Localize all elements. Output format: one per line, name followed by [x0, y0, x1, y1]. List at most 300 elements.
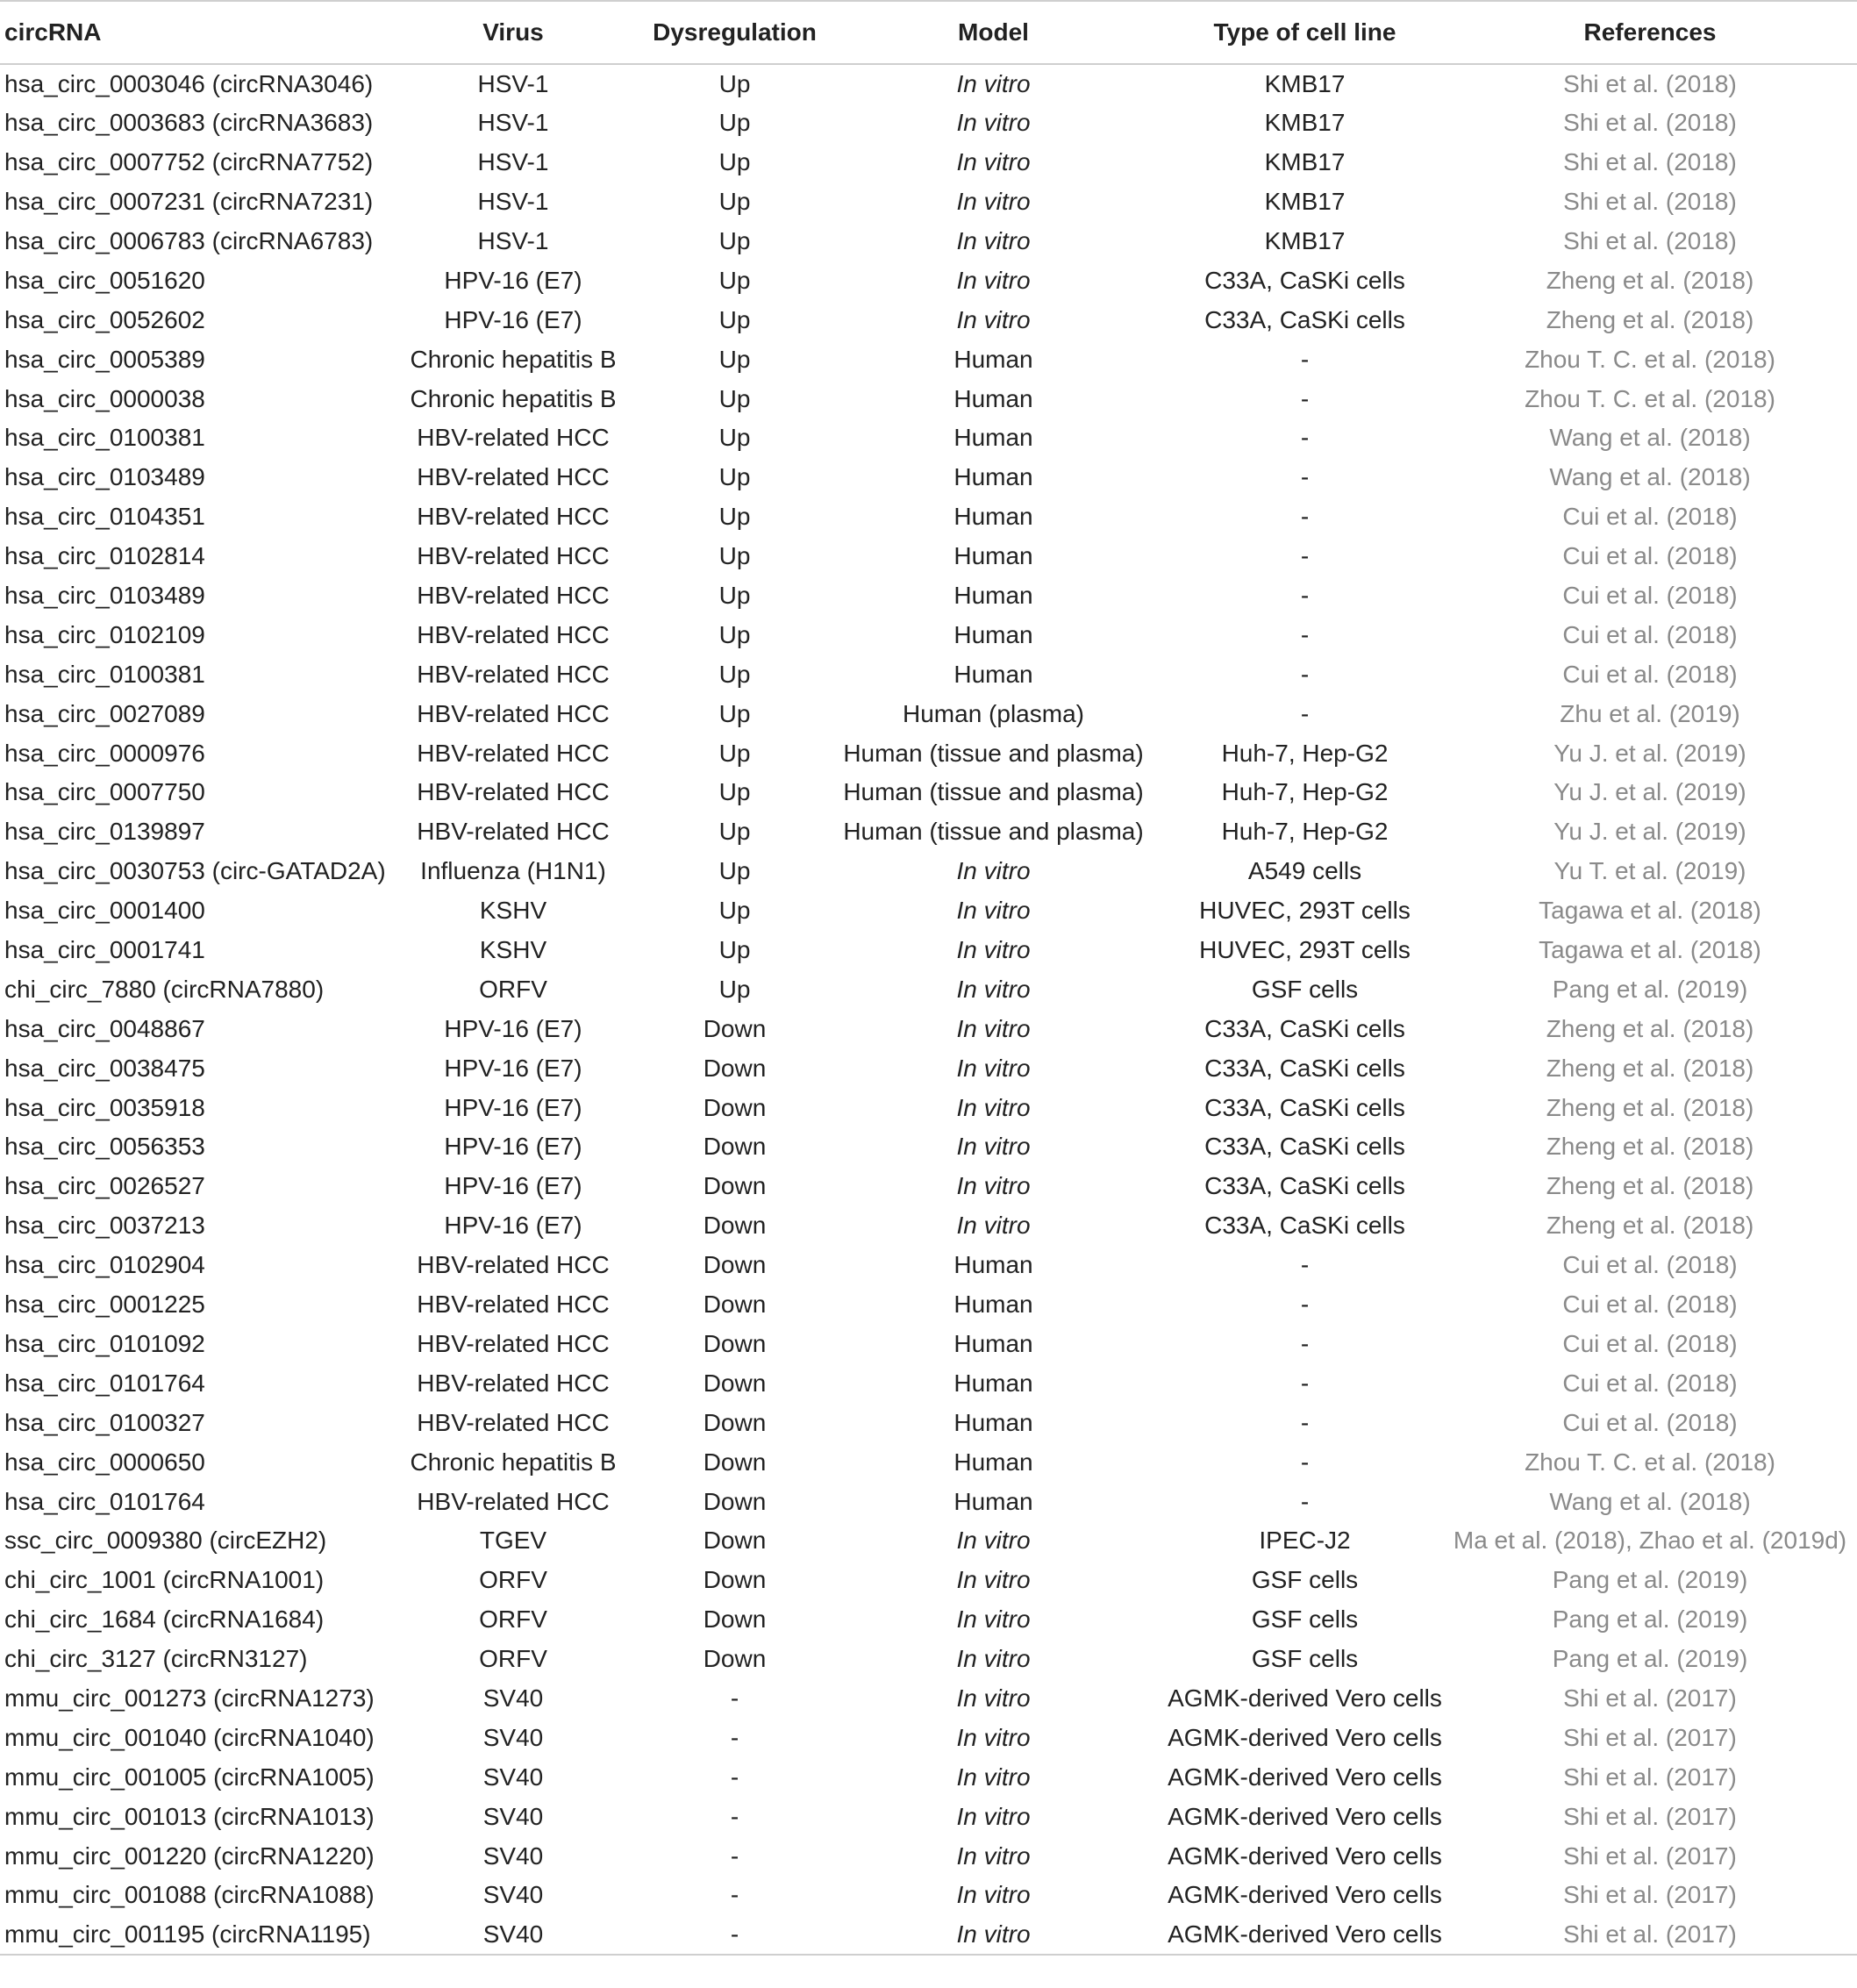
- cell-circrna: mmu_circ_001040 (circRNA1040): [4, 1723, 375, 1751]
- cell-references[interactable]: Cui et al. (2018): [1562, 1291, 1738, 1319]
- cell-dysregulation: Up: [718, 424, 751, 452]
- cell-references[interactable]: Zhu et al. (2019): [1560, 699, 1740, 727]
- cell-model: In vitro: [956, 936, 1031, 964]
- header-references: References: [1443, 1, 1857, 64]
- cell-dysregulation: -: [730, 1802, 739, 1830]
- cell-circrna: hsa_circ_0056353: [4, 1133, 205, 1161]
- cell-references[interactable]: Zhou T. C. et al. (2018): [1525, 345, 1775, 373]
- cell-virus: HPV-16 (E7): [444, 1014, 582, 1042]
- cell-references[interactable]: Wang et al. (2018): [1549, 424, 1751, 452]
- cell-references[interactable]: Zheng et al. (2018): [1546, 1133, 1754, 1161]
- cell-cell-line: KMB17: [1264, 227, 1346, 254]
- cell-cell-line: HUVEC, 293T cells: [1199, 936, 1411, 964]
- cell-virus: ORFV: [479, 1645, 547, 1673]
- cell-references[interactable]: Wang et al. (2018): [1549, 1487, 1751, 1515]
- cell-references[interactable]: Shi et al. (2017): [1563, 1684, 1737, 1712]
- cell-cell-line: KMB17: [1264, 109, 1346, 137]
- cell-virus: HBV-related HCC: [417, 660, 610, 688]
- cell-dysregulation: Up: [718, 109, 751, 137]
- cell-dysregulation: Up: [718, 542, 751, 570]
- cell-cell-line: -: [1300, 345, 1310, 373]
- cell-model: Human (tissue and plasma): [843, 739, 1144, 767]
- cell-model: In vitro: [956, 188, 1031, 216]
- cell-virus: SV40: [482, 1841, 544, 1870]
- cell-cell-line: C33A, CaSKi cells: [1204, 305, 1405, 333]
- cell-cell-line: -: [1300, 699, 1310, 727]
- cell-circrna: hsa_circ_0103489: [4, 582, 205, 610]
- table-row: [0, 1757, 1857, 1797]
- cell-virus: TGEV: [479, 1527, 547, 1555]
- cell-circrna: mmu_circ_001220 (circRNA1220): [4, 1841, 375, 1870]
- cell-model: In vitro: [956, 1566, 1031, 1594]
- cell-cell-line: AGMK-derived Vero cells: [1167, 1915, 1443, 1955]
- cell-circrna: hsa_circ_0030753 (circ-GATAD2A): [4, 857, 386, 885]
- cell-circrna: hsa_circ_0027089: [4, 699, 205, 727]
- cell-model: Human: [953, 1291, 1033, 1319]
- cell-virus: Influenza (H1N1): [420, 857, 606, 885]
- cell-cell-line: -: [1300, 1487, 1310, 1515]
- cell-virus: HSV-1: [477, 227, 549, 254]
- cell-dysregulation: Up: [718, 778, 751, 806]
- cell-cell-line: -: [1300, 620, 1310, 648]
- cell-dysregulation: Up: [718, 188, 751, 216]
- cell-dysregulation: Up: [718, 739, 751, 767]
- cell-virus: HBV-related HCC: [417, 620, 610, 648]
- cell-cell-line: -: [1300, 1251, 1310, 1279]
- cell-model: Human: [953, 1448, 1033, 1476]
- cell-virus: HSV-1: [477, 69, 549, 97]
- cell-circrna: chi_circ_1684 (circRNA1684): [4, 1605, 325, 1634]
- cell-virus: HBV-related HCC: [417, 699, 610, 727]
- cell-cell-line: KMB17: [1264, 188, 1346, 216]
- cell-references[interactable]: Shi et al. (2018): [1563, 69, 1737, 97]
- table-row: [0, 222, 1857, 261]
- cell-circrna: hsa_circ_0003683 (circRNA3683): [4, 109, 374, 137]
- table-row: [0, 1640, 1857, 1679]
- cell-virus: HBV-related HCC: [417, 463, 610, 491]
- cell-circrna: hsa_circ_0007752 (circRNA7752): [4, 148, 374, 176]
- cell-references[interactable]: Cui et al. (2018): [1562, 1329, 1738, 1357]
- cell-circrna: mmu_circ_001005 (circRNA1005): [4, 1763, 375, 1791]
- table-row: [0, 931, 1857, 970]
- cell-cell-line: GSF cells: [1251, 1645, 1359, 1673]
- cell-cell-line: GSF cells: [1251, 975, 1359, 1003]
- table-row: [0, 969, 1857, 1009]
- cell-cell-line: -: [1300, 1369, 1310, 1397]
- header-virus: Virus: [377, 1, 649, 64]
- cell-cell-line: C33A, CaSKi cells: [1204, 1054, 1405, 1082]
- cell-cell-line: C33A, CaSKi cells: [1204, 1172, 1405, 1200]
- table-row: [0, 812, 1857, 852]
- cell-circrna: hsa_circ_0001225: [4, 1291, 205, 1319]
- cell-references[interactable]: Zheng et al. (2018): [1546, 1054, 1754, 1082]
- cell-model: In vitro: [956, 1133, 1031, 1161]
- cell-cell-line: -: [1300, 1448, 1310, 1476]
- cell-virus: HBV-related HCC: [417, 1329, 610, 1357]
- cell-references[interactable]: Shi et al. (2018): [1563, 109, 1737, 137]
- cell-circrna: mmu_circ_001273 (circRNA1273): [4, 1684, 375, 1712]
- cell-cell-line: GSF cells: [1251, 1566, 1359, 1594]
- cell-references[interactable]: Shi et al. (2017): [1563, 1881, 1737, 1909]
- cell-model: In vitro: [956, 1014, 1031, 1042]
- table-body: [0, 64, 1857, 1955]
- cell-cell-line: -: [1300, 1291, 1310, 1319]
- cell-virus: HPV-16 (E7): [444, 1212, 582, 1240]
- table-row: [0, 1285, 1857, 1325]
- cell-circrna: hsa_circ_0101092: [4, 1329, 205, 1357]
- cell-virus: HBV-related HCC: [417, 1369, 610, 1397]
- cell-references[interactable]: Yu J. et al. (2019): [1553, 778, 1746, 806]
- cell-cell-line: -: [1300, 660, 1310, 688]
- cell-model: In vitro: [956, 1527, 1031, 1555]
- cell-references[interactable]: Zheng et al. (2018): [1546, 1212, 1754, 1240]
- cell-model: Human: [953, 542, 1033, 570]
- cell-dysregulation: -: [730, 1723, 739, 1751]
- cell-references[interactable]: Cui et al. (2018): [1562, 1408, 1738, 1436]
- cell-model: Human: [953, 1408, 1033, 1436]
- cell-virus: HPV-16 (E7): [444, 305, 582, 333]
- cell-model: Human: [953, 660, 1033, 688]
- table-row: [0, 891, 1857, 931]
- table-row: [0, 1167, 1857, 1206]
- cell-cell-line: GSF cells: [1251, 1605, 1359, 1634]
- cell-dysregulation: Up: [718, 660, 751, 688]
- cell-model: In vitro: [956, 266, 1031, 294]
- table-row: [0, 654, 1857, 694]
- cell-references[interactable]: Shi et al. (2017): [1563, 1723, 1737, 1751]
- cell-dysregulation: -: [730, 1684, 739, 1712]
- cell-cell-line: AGMK-derived Vero cells: [1168, 1881, 1442, 1909]
- cell-references[interactable]: Zheng et al. (2018): [1546, 1093, 1754, 1121]
- cell-dysregulation: Up: [718, 463, 751, 491]
- cell-dysregulation: Up: [718, 227, 751, 254]
- table-row: [0, 1600, 1857, 1640]
- cell-dysregulation: Up: [718, 699, 751, 727]
- cell-references[interactable]: Cui et al. (2018): [1562, 582, 1738, 610]
- cell-model: Human (tissue and plasma): [843, 778, 1144, 806]
- cell-references[interactable]: Cui et al. (2018): [1562, 620, 1738, 648]
- cell-virus: HPV-16 (E7): [444, 1172, 582, 1200]
- cell-model: In vitro: [956, 1093, 1031, 1121]
- cell-model: In vitro: [956, 1172, 1031, 1200]
- cell-model: In vitro: [956, 1605, 1031, 1634]
- cell-dysregulation: Up: [718, 975, 751, 1003]
- cell-dysregulation: Up: [718, 620, 751, 648]
- cell-dysregulation: Down: [703, 1133, 767, 1161]
- cell-virus: HPV-16 (E7): [444, 1054, 582, 1082]
- cell-model: In vitro: [956, 975, 1031, 1003]
- cell-model: In vitro: [956, 897, 1031, 925]
- cell-circrna: hsa_circ_0104351: [4, 503, 205, 531]
- cell-circrna: hsa_circ_0007231 (circRNA7231): [4, 188, 374, 216]
- cell-references[interactable]: Tagawa et al. (2018): [1539, 936, 1761, 964]
- cell-model: Human: [953, 1329, 1033, 1357]
- cell-references[interactable]: Wang et al. (2018): [1549, 463, 1751, 491]
- cell-dysregulation: Down: [703, 1172, 767, 1200]
- cell-dysregulation: -: [730, 1841, 739, 1870]
- cell-virus: HBV-related HCC: [417, 818, 610, 846]
- cell-dysregulation: Down: [703, 1527, 767, 1555]
- table-row: [0, 852, 1857, 891]
- cell-virus: KSHV: [479, 936, 547, 964]
- cell-circrna: hsa_circ_0102109: [4, 620, 205, 648]
- cell-circrna: mmu_circ_001195 (circRNA1195): [0, 1915, 377, 1955]
- cell-references[interactable]: Cui et al. (2018): [1562, 542, 1738, 570]
- table-row: [0, 1048, 1857, 1088]
- cell-virus: ORFV: [479, 1605, 547, 1634]
- cell-virus: Chronic hepatitis B: [410, 1448, 617, 1476]
- cell-model: In vitro: [956, 1054, 1031, 1082]
- cell-virus: SV40: [377, 1915, 649, 1955]
- cell-model: Human: [953, 1369, 1033, 1397]
- cell-circrna: hsa_circ_0102814: [4, 542, 205, 570]
- cell-virus: SV40: [482, 1684, 544, 1712]
- cell-virus: HBV-related HCC: [417, 778, 610, 806]
- cell-model: In vitro: [820, 1915, 1167, 1955]
- cell-circrna: hsa_circ_0001741: [4, 936, 205, 964]
- table-row: [0, 1246, 1857, 1285]
- table-row: [0, 458, 1857, 497]
- cell-virus: HBV-related HCC: [417, 1408, 610, 1436]
- cell-model: Human: [953, 620, 1033, 648]
- table-row: [0, 1403, 1857, 1442]
- cell-cell-line: -: [1300, 582, 1310, 610]
- cell-virus: HBV-related HCC: [417, 503, 610, 531]
- table-row: [0, 418, 1857, 458]
- table-row: [0, 1088, 1857, 1127]
- table-row: [0, 1442, 1857, 1482]
- cell-circrna: hsa_circ_0000976: [4, 739, 205, 767]
- cell-circrna: hsa_circ_0003046 (circRNA3046): [4, 69, 374, 97]
- table-row: [0, 1679, 1857, 1719]
- table-row: [0, 1561, 1857, 1600]
- table-row: [0, 733, 1857, 773]
- cell-virus: HSV-1: [477, 188, 549, 216]
- cell-circrna: hsa_circ_0052602: [4, 305, 205, 333]
- cell-dysregulation: Down: [703, 1408, 767, 1436]
- table-row: [0, 1521, 1857, 1561]
- cell-references[interactable]: Tagawa et al. (2018): [1539, 897, 1761, 925]
- cell-references[interactable]: Ma et al. (2018), Zhao et al. (2019d): [1453, 1527, 1847, 1555]
- header-row: [0, 1, 1857, 64]
- cell-circrna: hsa_circ_0139897: [4, 818, 205, 846]
- cell-references[interactable]: Cui et al. (2018): [1562, 503, 1738, 531]
- cell-model: In vitro: [956, 1841, 1031, 1870]
- cell-virus: HBV-related HCC: [417, 1251, 610, 1279]
- cell-cell-line: -: [1300, 424, 1310, 452]
- cell-model: In vitro: [956, 148, 1031, 176]
- table-row: [0, 64, 1857, 104]
- cell-virus: HBV-related HCC: [417, 424, 610, 452]
- cell-dysregulation: Up: [718, 936, 751, 964]
- cell-model: Human (tissue and plasma): [843, 818, 1144, 846]
- cell-circrna: chi_circ_1001 (circRNA1001): [4, 1566, 325, 1594]
- header-model: Model: [820, 1, 1167, 64]
- cell-cell-line: C33A, CaSKi cells: [1204, 1014, 1405, 1042]
- cell-references[interactable]: Zheng et al. (2018): [1546, 305, 1754, 333]
- table-row: [0, 694, 1857, 733]
- cell-references[interactable]: Pang et al. (2019): [1552, 1605, 1748, 1634]
- cell-circrna: hsa_circ_0051620: [4, 266, 205, 294]
- table-row: [0, 1876, 1857, 1915]
- cell-dysregulation: Down: [703, 1251, 767, 1279]
- cell-references[interactable]: Zheng et al. (2018): [1546, 266, 1754, 294]
- cell-virus: KSHV: [479, 897, 547, 925]
- cell-circrna: chi_circ_7880 (circRNA7880): [4, 975, 325, 1003]
- cell-dysregulation: -: [649, 1915, 820, 1955]
- cell-model: Human: [953, 503, 1033, 531]
- cell-references[interactable]: Pang et al. (2019): [1552, 1566, 1748, 1594]
- table-row: [0, 1363, 1857, 1403]
- cell-model: In vitro: [956, 69, 1031, 97]
- cell-cell-line: C33A, CaSKi cells: [1204, 1133, 1405, 1161]
- cell-cell-line: -: [1300, 542, 1310, 570]
- cell-cell-line: -: [1300, 503, 1310, 531]
- cell-circrna: ssc_circ_0009380 (circEZH2): [4, 1527, 327, 1555]
- table-row: [0, 261, 1857, 300]
- cell-virus: SV40: [482, 1802, 544, 1830]
- table-row: [0, 497, 1857, 537]
- cell-circrna: hsa_circ_0100381: [4, 424, 205, 452]
- cell-model: In vitro: [956, 109, 1031, 137]
- cell-dysregulation: Down: [703, 1329, 767, 1357]
- cell-dysregulation: Up: [718, 503, 751, 531]
- cell-virus: ORFV: [479, 975, 547, 1003]
- cell-dysregulation: Down: [703, 1054, 767, 1082]
- table-row: [0, 143, 1857, 182]
- table-row: [0, 615, 1857, 654]
- cell-virus: SV40: [482, 1763, 544, 1791]
- cell-circrna: mmu_circ_001088 (circRNA1088): [4, 1881, 375, 1909]
- cell-model: Human: [953, 345, 1033, 373]
- cell-references[interactable]: Cui et al. (2018): [1562, 1251, 1738, 1279]
- table-row: [0, 1718, 1857, 1757]
- cell-dysregulation: Up: [718, 857, 751, 885]
- table-row: [0, 537, 1857, 576]
- cell-cell-line: -: [1300, 384, 1310, 412]
- cell-model: In vitro: [956, 305, 1031, 333]
- cell-dysregulation: Up: [718, 897, 751, 925]
- cell-cell-line: AGMK-derived Vero cells: [1168, 1802, 1442, 1830]
- cell-references[interactable]: Shi et al. (2017): [1563, 1763, 1737, 1791]
- cell-circrna: hsa_circ_0100327: [4, 1408, 205, 1436]
- cell-circrna: hsa_circ_0101764: [4, 1487, 205, 1515]
- cell-virus: HBV-related HCC: [417, 1291, 610, 1319]
- cell-dysregulation: -: [730, 1881, 739, 1909]
- cell-virus: HBV-related HCC: [417, 542, 610, 570]
- cell-dysregulation: Up: [718, 69, 751, 97]
- cell-references[interactable]: Shi et al. (2017): [1563, 1841, 1737, 1870]
- cell-model: In vitro: [956, 1212, 1031, 1240]
- cell-dysregulation: Down: [703, 1605, 767, 1634]
- cell-references[interactable]: Cui et al. (2018): [1562, 1369, 1738, 1397]
- header-dysregulation: Dysregulation: [649, 1, 820, 64]
- cell-dysregulation: Up: [718, 345, 751, 373]
- cell-cell-line: AGMK-derived Vero cells: [1168, 1684, 1442, 1712]
- cell-virus: HPV-16 (E7): [444, 1133, 582, 1161]
- cell-references[interactable]: Shi et al. (2017): [1563, 1802, 1737, 1830]
- header-cell-line: Type of cell line: [1167, 1, 1443, 64]
- cell-model: Human: [953, 384, 1033, 412]
- cell-circrna: hsa_circ_0005389: [4, 345, 205, 373]
- cell-model: In vitro: [956, 1881, 1031, 1909]
- cell-cell-line: HUVEC, 293T cells: [1199, 897, 1411, 925]
- cell-references[interactable]: Yu J. et al. (2019): [1553, 739, 1746, 767]
- cell-virus: HPV-16 (E7): [444, 266, 582, 294]
- cell-references[interactable]: Zheng et al. (2018): [1546, 1172, 1754, 1200]
- cell-circrna: hsa_circ_0038475: [4, 1054, 205, 1082]
- cell-circrna: hsa_circ_0103489: [4, 463, 205, 491]
- table-row: [0, 340, 1857, 379]
- cell-circrna: hsa_circ_0048867: [4, 1014, 205, 1042]
- cell-circrna: hsa_circ_0026527: [4, 1172, 205, 1200]
- cell-dysregulation: Down: [703, 1645, 767, 1673]
- cell-references[interactable]: Yu T. et al. (2019): [1553, 857, 1746, 885]
- cell-dysregulation: Down: [703, 1448, 767, 1476]
- cell-references[interactable]: Shi et al. (2017): [1443, 1915, 1857, 1955]
- cell-dysregulation: Down: [703, 1566, 767, 1594]
- cell-references[interactable]: Pang et al. (2019): [1552, 1645, 1748, 1673]
- cell-circrna: hsa_circ_0037213: [4, 1212, 205, 1240]
- cell-cell-line: -: [1300, 1408, 1310, 1436]
- cell-dysregulation: Down: [703, 1369, 767, 1397]
- table-row: [0, 1836, 1857, 1876]
- cell-cell-line: KMB17: [1264, 69, 1346, 97]
- table-row: [0, 182, 1857, 222]
- cell-virus: HPV-16 (E7): [444, 1093, 582, 1121]
- cell-dysregulation: Up: [718, 266, 751, 294]
- cell-dysregulation: Down: [703, 1014, 767, 1042]
- cell-model: Human: [953, 1251, 1033, 1279]
- cell-virus: HBV-related HCC: [417, 739, 610, 767]
- cell-cell-line: Huh-7, Hep-G2: [1221, 739, 1389, 767]
- cell-model: In vitro: [956, 1723, 1031, 1751]
- cell-circrna: hsa_circ_0000038: [4, 384, 205, 412]
- cell-cell-line: C33A, CaSKi cells: [1204, 1212, 1405, 1240]
- cell-references[interactable]: Yu J. et al. (2019): [1553, 818, 1746, 846]
- cell-references[interactable]: Shi et al. (2018): [1563, 227, 1737, 254]
- cell-circrna: hsa_circ_0001400: [4, 897, 205, 925]
- table-row: [0, 576, 1857, 616]
- cell-circrna: hsa_circ_0100381: [4, 660, 205, 688]
- cell-circrna: hsa_circ_0101764: [4, 1369, 205, 1397]
- cell-virus: ORFV: [479, 1566, 547, 1594]
- cell-dysregulation: Up: [718, 305, 751, 333]
- cell-dysregulation: Down: [703, 1291, 767, 1319]
- cell-references[interactable]: Shi et al. (2018): [1563, 188, 1737, 216]
- cell-references[interactable]: Zhou T. C. et al. (2018): [1525, 384, 1775, 412]
- cell-references[interactable]: Pang et al. (2019): [1552, 975, 1748, 1003]
- cell-dysregulation: Up: [718, 818, 751, 846]
- cell-cell-line: A549 cells: [1247, 857, 1362, 885]
- cell-model: In vitro: [956, 1684, 1031, 1712]
- cell-references[interactable]: Cui et al. (2018): [1562, 660, 1738, 688]
- cell-model: In vitro: [956, 1763, 1031, 1791]
- table-row: [0, 300, 1857, 340]
- table-row: [0, 1127, 1857, 1167]
- cell-references[interactable]: Shi et al. (2018): [1563, 148, 1737, 176]
- table-row: [0, 1915, 1857, 1955]
- cell-model: Human (plasma): [903, 699, 1084, 727]
- cell-circrna: hsa_circ_0007750: [4, 778, 205, 806]
- cell-model: In vitro: [956, 1802, 1031, 1830]
- table-row: [0, 773, 1857, 812]
- cell-references[interactable]: Zheng et al. (2018): [1546, 1014, 1754, 1042]
- table-row: [0, 1482, 1857, 1521]
- cell-references[interactable]: Zhou T. C. et al. (2018): [1525, 1448, 1775, 1476]
- cell-cell-line: Huh-7, Hep-G2: [1221, 778, 1389, 806]
- cell-virus: HBV-related HCC: [417, 582, 610, 610]
